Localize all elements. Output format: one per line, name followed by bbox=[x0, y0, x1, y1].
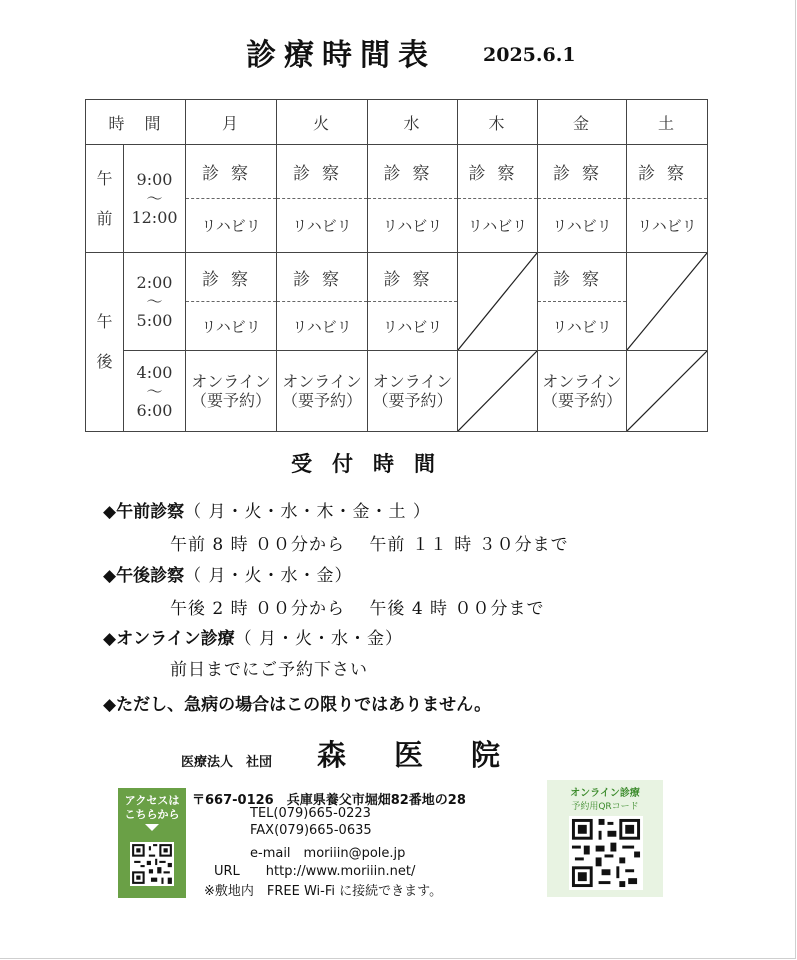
am-reception-head: ◆午前診察（ 月・火・水・木・金・土 ） bbox=[103, 502, 431, 522]
am-tue: 診察 リハビリ bbox=[277, 145, 368, 253]
header-sat: 土 bbox=[627, 100, 708, 145]
pm-reception-hours: 午後 2 時 ００分から 午後 4 時 ００分まで bbox=[170, 599, 545, 619]
header-wed: 水 bbox=[368, 100, 458, 145]
schedule-table bbox=[85, 99, 708, 432]
header-mon: 月 bbox=[186, 100, 277, 145]
wifi-note: ※敷地内 FREE Wi-Fi に接続できます。 bbox=[204, 884, 443, 899]
online-thu-closed bbox=[458, 351, 538, 432]
pm-thu-closed bbox=[458, 253, 538, 351]
qr-subtitle: 予約用QRコード bbox=[571, 802, 639, 812]
online-sat-closed bbox=[627, 351, 708, 432]
email[interactable]: e-mail moriiin@pole.jp bbox=[250, 846, 406, 861]
url[interactable]: URL http://www.moriiin.net/ bbox=[214, 864, 416, 879]
pm-tue: 診察 リハビリ bbox=[277, 253, 368, 351]
am-sat: 診察 リハビリ bbox=[627, 145, 708, 253]
am-label: 午 前 bbox=[86, 145, 124, 253]
online-mon: オンライン （要予約） bbox=[186, 351, 277, 432]
online-booking-qr-panel[interactable] bbox=[547, 780, 663, 897]
am-time: 9:00 〜 12:00 bbox=[124, 145, 186, 253]
pm-label: 午 後 bbox=[86, 253, 124, 432]
access-label: アクセスは こちらから bbox=[124, 794, 180, 821]
online-qr-code-icon[interactable] bbox=[569, 816, 643, 890]
fax: FAX(079)665-0635 bbox=[250, 823, 372, 838]
header-tue: 火 bbox=[277, 100, 368, 145]
pm-row-2 bbox=[86, 351, 708, 432]
am-mon: 診察 リハビリ bbox=[186, 145, 277, 253]
header-row bbox=[86, 100, 708, 145]
tel: TEL(079)665-0223 bbox=[250, 806, 371, 821]
pm-time-2: 4:00 〜 6:00 bbox=[124, 351, 186, 432]
header-time: 時 間 bbox=[86, 100, 186, 145]
am-reception-hours: 午前 8 時 ００分から 午前 １１ 時 ３０分まで bbox=[170, 535, 569, 555]
header-thu: 木 bbox=[458, 100, 538, 145]
online-fri: オンライン （要予約） bbox=[538, 351, 627, 432]
pm-sat-closed bbox=[627, 253, 708, 351]
am-wed: 診察 リハビリ bbox=[368, 145, 458, 253]
down-arrow-icon bbox=[145, 824, 159, 831]
clinic-name: 森 医 院 bbox=[317, 738, 501, 772]
am-fri: 診察 リハビリ bbox=[538, 145, 627, 253]
pm-fri: 診察 リハビリ bbox=[538, 253, 627, 351]
access-qr-code-icon[interactable] bbox=[130, 842, 174, 886]
online-tue: オンライン （要予約） bbox=[277, 351, 368, 432]
header-fri: 金 bbox=[538, 100, 627, 145]
am-row bbox=[86, 145, 708, 253]
pm-row-1 bbox=[86, 253, 708, 351]
revision-date: 2025.6.1 bbox=[483, 44, 576, 66]
corporation-label: 医療法人 社団 bbox=[181, 755, 273, 770]
pm-time-1: 2:00 〜 5:00 bbox=[124, 253, 186, 351]
qr-title: オンライン診療 bbox=[570, 788, 640, 799]
pm-reception-head: ◆午後診察（ 月・火・水・金） bbox=[103, 566, 353, 586]
online-reception-head: ◆オンライン診療（ 月・火・水・金） bbox=[103, 629, 403, 649]
emergency-note: ◆ただし、急病の場合はこの限りではありません。 bbox=[103, 695, 492, 715]
pm-mon: 診察 リハビリ bbox=[186, 253, 277, 351]
am-thu: 診察 リハビリ bbox=[458, 145, 538, 253]
pm-wed: 診察 リハビリ bbox=[368, 253, 458, 351]
online-reception-note: 前日までにご予約下さい bbox=[170, 660, 368, 680]
online-wed: オンライン （要予約） bbox=[368, 351, 458, 432]
reception-title: 受付時間 bbox=[291, 451, 455, 476]
access-qr-panel[interactable] bbox=[118, 788, 186, 898]
page-title: 診療時間表 bbox=[246, 38, 436, 73]
address: 〒667-0126 兵庫県養父市堀畑82番地の28 bbox=[192, 793, 466, 808]
